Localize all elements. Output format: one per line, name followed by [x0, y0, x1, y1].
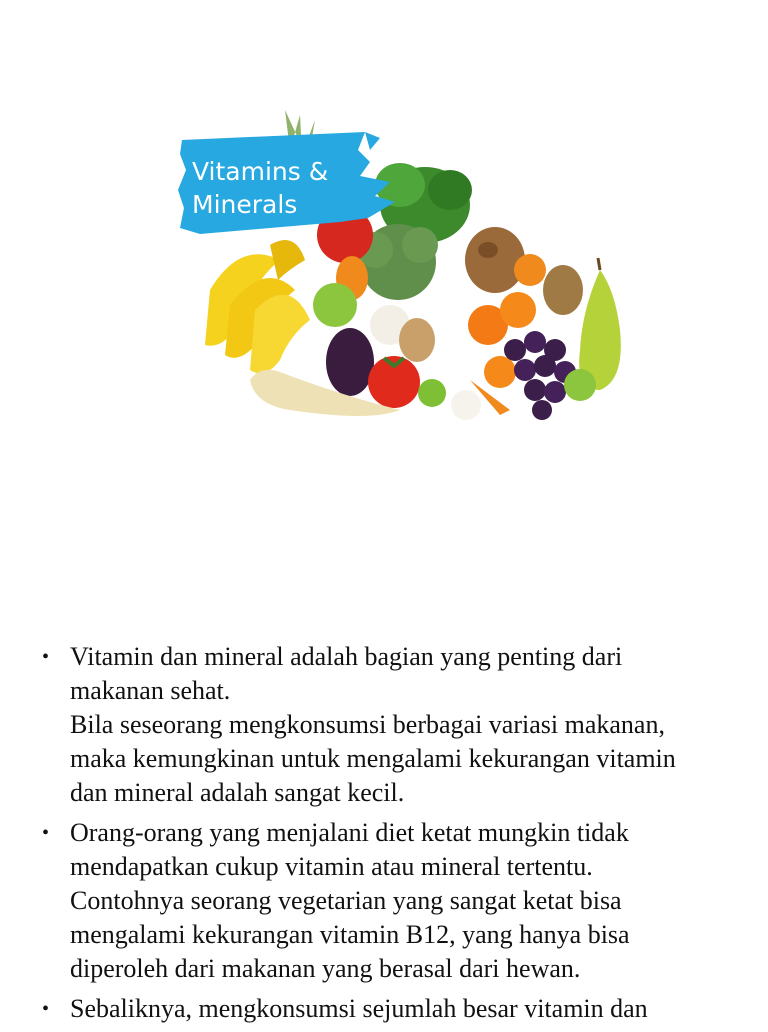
- banner-title-line2: Minerals: [192, 190, 298, 219]
- bullet-list: [40, 640, 730, 1032]
- eggplant-icon: [326, 328, 374, 396]
- coconut-icon: [465, 227, 525, 293]
- bullet-item-2: [40, 816, 730, 986]
- bullet-1-line-3: Bila seseorang mengkonsumsi berbagai variasi makanan,: [70, 710, 665, 739]
- vitamins-minerals-illustration: [170, 110, 640, 430]
- banner-title-line1: Vitamins &: [192, 157, 329, 186]
- bullet-2-line-3: Contohnya seorang vegetarian yang sangat ketat bisa: [70, 886, 622, 915]
- bullet-marker: •: [42, 822, 50, 844]
- potato-icon: [399, 318, 435, 362]
- bullet-2-line-5: diperoleh dari makanan yang berasal dari hewan.: [70, 954, 581, 983]
- banana-bunch-icon: [205, 240, 310, 373]
- bullet-1-line-2: makanan sehat.: [70, 676, 231, 705]
- bullet-item-3: [40, 992, 730, 1026]
- bullet-2-line-2: mendapatkan cukup vitamin atau mineral tertentu.: [70, 852, 593, 881]
- bullet-marker: •: [42, 646, 50, 668]
- bullet-2-line-1: Orang-orang yang menjalani diet ketat mungkin tidak: [70, 818, 629, 847]
- kiwi-icon: [543, 265, 583, 315]
- bullet-2-line-4: mengalami kekurangan vitamin B12, yang hanya bisa: [70, 920, 630, 949]
- bullet-marker: •: [42, 998, 50, 1020]
- bullet-3-line-1: Sebaliknya, mengkonsumsi sejumlah besar vitamin dan: [70, 994, 648, 1023]
- bullet-1-line-4: maka kemungkinan untuk mengalami kekurangan vitamin: [70, 744, 676, 773]
- garlic-icon: [451, 390, 481, 420]
- green-apple-icon: [313, 283, 357, 327]
- tomato-icon: [368, 356, 420, 408]
- bullet-1-line-1: Vitamin dan mineral adalah bagian yang penting dari: [70, 642, 623, 671]
- bullet-item-1: [40, 640, 730, 810]
- bullet-1-line-5: dan mineral adalah sangat kecil.: [70, 778, 405, 807]
